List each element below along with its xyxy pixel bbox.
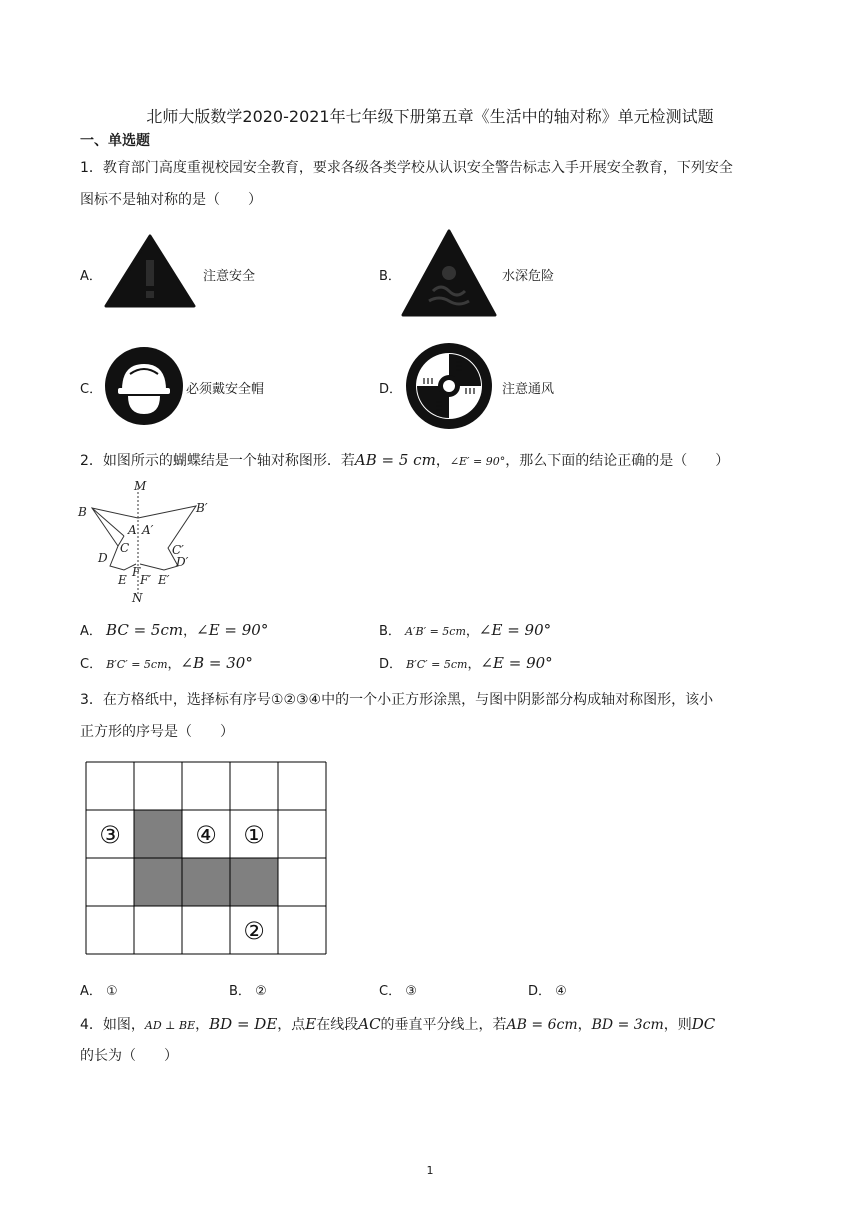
label-d: D xyxy=(98,551,108,565)
q3-option-d[interactable] xyxy=(528,980,567,999)
q2-option-c-letter: C． xyxy=(80,657,103,672)
q4-stem-line1 xyxy=(80,1014,715,1036)
q2-option-d-part1: B′C′ = 5cm xyxy=(406,658,468,671)
q2-option-a-letter: A． xyxy=(80,624,102,639)
q3-option-a-letter: A． xyxy=(80,984,102,999)
q2-option-a-part2: ∠E = 90° xyxy=(196,621,269,639)
q3-option-c-letter: C． xyxy=(379,984,402,999)
q1-option-a-letter[interactable]: A． xyxy=(80,269,102,284)
q3-option-b[interactable] xyxy=(229,980,267,999)
q2-option-a-sep: ， xyxy=(183,624,197,639)
q2-option-c[interactable] xyxy=(80,653,253,672)
q2-sep: ， xyxy=(435,453,450,469)
q4-segment-ac: AC xyxy=(358,1015,381,1033)
document-title: 北师大版数学2020-2021年七年级下册第五章《生活中的轴对称》单元检测试题 xyxy=(146,107,714,126)
q2-bowtie-figure xyxy=(78,478,228,606)
label-f-prime: F′ xyxy=(140,573,152,587)
q4-point-e: E xyxy=(305,1015,317,1033)
q4-mid4: ，则 xyxy=(663,1017,692,1033)
q1-option-a-caption: 注意安全 xyxy=(203,269,256,284)
q1-option-d-letter[interactable]: D． xyxy=(379,382,403,397)
q4-condition-ab: AB = 6cm xyxy=(506,1017,578,1033)
q2-option-b-part2: ∠E = 90° xyxy=(478,621,552,639)
q4-mid3: 的垂直平分线上，若 xyxy=(380,1017,507,1033)
q3-option-b-letter: B． xyxy=(229,984,251,999)
q3-option-a[interactable] xyxy=(80,980,118,999)
label-c-prime: C′ xyxy=(172,543,184,557)
ventilation-fan-icon xyxy=(404,342,494,430)
q2-option-d-sep: ， xyxy=(467,657,481,672)
q2-option-a[interactable] xyxy=(80,620,268,639)
label-e: E xyxy=(118,573,127,587)
q3-option-a-value: ① xyxy=(106,984,118,999)
q3-option-d-letter: D． xyxy=(528,984,552,999)
q2-option-b-part1: A′B′ = 5cm xyxy=(405,625,466,638)
q2-option-c-part1: B′C′ = 5cm xyxy=(106,658,168,671)
q4-prefix: 4．如图， xyxy=(80,1017,145,1033)
section-heading: 一、单选题 xyxy=(80,133,150,149)
q2-option-b-sep: ， xyxy=(465,624,479,639)
q3-option-c[interactable] xyxy=(379,980,417,999)
q2-option-c-sep: ， xyxy=(167,657,181,672)
q2-option-b-letter: B． xyxy=(379,624,401,639)
q2-option-d-letter: D． xyxy=(379,657,403,672)
grid-mark-3: ③ xyxy=(99,821,121,849)
grid-mark-2: ② xyxy=(243,917,265,945)
q4-stem-line2: 的长为（ ） xyxy=(80,1048,178,1064)
label-f: F xyxy=(132,565,141,579)
q3-square-grid xyxy=(86,762,326,954)
label-c: C xyxy=(120,541,130,555)
q1-option-b-letter[interactable]: B． xyxy=(379,269,401,284)
q2-stem xyxy=(80,450,729,472)
warning-triangle-exclamation-icon xyxy=(104,234,196,308)
q3-option-b-value: ② xyxy=(255,984,267,999)
q4-mid1: ，点 xyxy=(277,1017,306,1033)
q2-option-a-part1: BC = 5cm xyxy=(106,621,184,639)
q3-stem-line1: 3．在方格纸中，选择标有序号①②③④中的一个小正方形涂黑，与图中阴影部分构成轴对称图形，该小 xyxy=(80,692,714,708)
label-b: B xyxy=(78,505,87,519)
label-e-prime: E′ xyxy=(158,573,170,587)
helmet-circle-icon xyxy=(104,346,184,426)
q2-stem-suffix: ，那么下面的结论正确的是（ ） xyxy=(505,453,730,469)
q4-sep2: ， xyxy=(577,1017,592,1033)
q1-option-d-caption: 注意通风 xyxy=(502,382,555,397)
q3-option-d-value: ④ xyxy=(555,984,567,999)
q1-stem-line1: 1．教育部门高度重视校园安全教育，要求各级各类学校从认识安全警告标志入手开展安全教育，下列安全 xyxy=(80,160,733,176)
q1-option-b-caption: 水深危险 xyxy=(502,269,555,284)
q1-stem-line2: 图标不是轴对称的是（ ） xyxy=(80,192,262,208)
q2-condition-ab: AB = 5 cm xyxy=(354,451,436,469)
grid-mark-1: ① xyxy=(243,821,265,849)
label-b-prime: B′ xyxy=(196,501,208,515)
q4-segment-dc: DC xyxy=(691,1015,716,1033)
label-d-prime: D′ xyxy=(176,555,189,569)
page-number: 1 xyxy=(426,1164,434,1177)
q2-stem-prefix: 2．如图所示的蝴蝶结是一个轴对称图形．若 xyxy=(80,453,355,469)
q4-mid2: 在线段 xyxy=(316,1017,359,1033)
q4-condition-bd-de: BD = DE xyxy=(209,1015,278,1033)
label-a: A xyxy=(128,523,137,537)
q3-option-c-value: ③ xyxy=(405,984,417,999)
label-a-prime: A′ xyxy=(142,523,154,537)
q4-condition-perp: AD ⊥ BE xyxy=(144,1019,196,1032)
q2-option-c-part2: ∠B = 30° xyxy=(180,654,253,672)
grid-mark-4: ④ xyxy=(195,821,217,849)
warning-triangle-water-icon xyxy=(401,229,497,317)
label-n: N xyxy=(132,591,143,605)
q2-condition-angle: ∠E′ = 90° xyxy=(449,455,506,468)
q4-condition-bd: BD = 3cm xyxy=(591,1017,664,1033)
q2-option-d[interactable] xyxy=(379,653,553,672)
q1-option-c-letter[interactable]: C． xyxy=(80,382,103,397)
q4-sep1: ， xyxy=(195,1017,210,1033)
q1-option-c-caption: 必须戴安全帽 xyxy=(186,382,265,397)
label-m: M xyxy=(134,479,147,493)
q3-stem-line2: 正方形的序号是（ ） xyxy=(80,724,234,740)
q2-option-d-part2: ∠E = 90° xyxy=(480,654,553,672)
q2-option-b[interactable] xyxy=(379,620,551,639)
